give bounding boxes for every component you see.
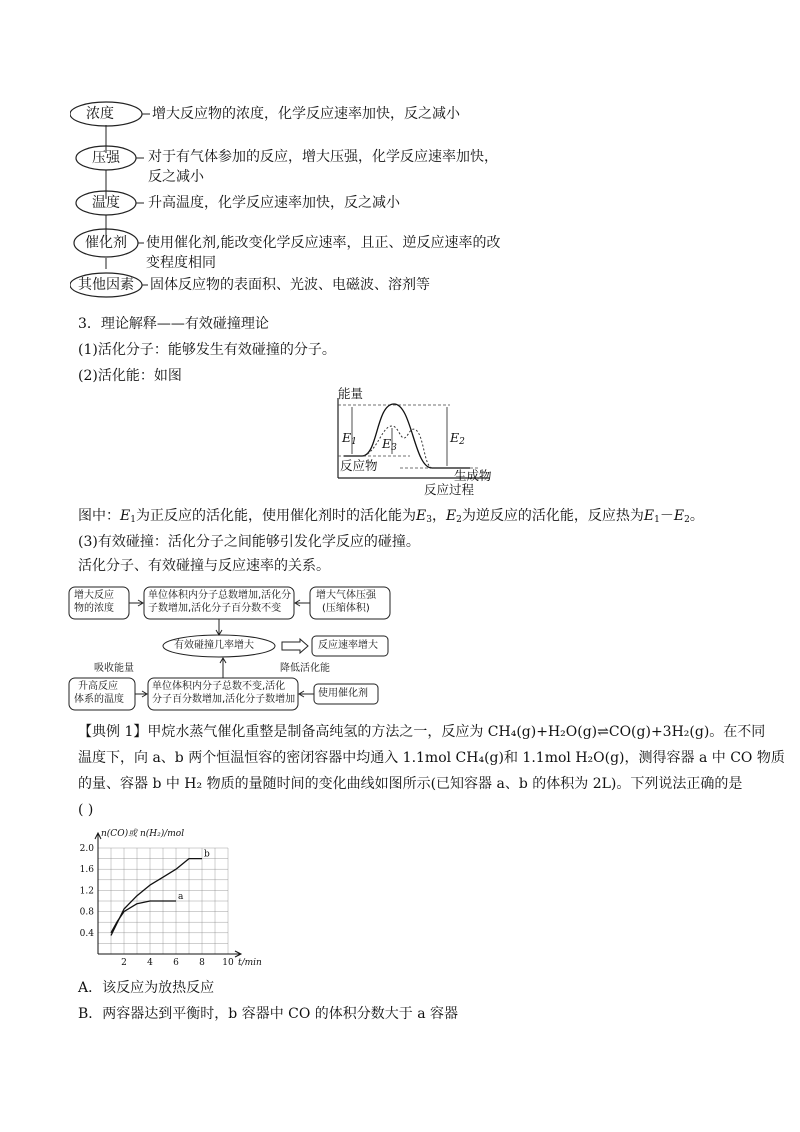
paragraph-effective-collision: (3)有效碰撞：活化分子之间能够引发化学反应的碰撞。 <box>78 534 420 550</box>
flow-text-pres-1: 增大气体压强 <box>316 590 376 601</box>
e3-letter: E <box>382 436 392 451</box>
x-tick-label: 2 <box>121 958 127 968</box>
example-line-1: 【典例 1】甲烷水蒸气催化重整是制备高纯氢的方法之一，反应为 CH₄(g)+H₂O(g)⇌CO(g)+3H₂(g)。在不同 <box>78 724 766 740</box>
series-label-b: b <box>204 849 210 860</box>
explanation-sentence <box>78 506 704 530</box>
x-tick-label: 10 <box>222 958 234 968</box>
series-label-a: a <box>178 892 184 902</box>
explanation-part-d: 为逆反应的活化能，反应热为 <box>461 508 644 524</box>
factor-text-catalyst-1: 使用催化剂,能改变化学反应速率，且正、逆反应速率的改 <box>146 235 501 251</box>
x-axis-title: t/min <box>238 958 262 968</box>
e3-label <box>382 434 397 458</box>
flow-text-temp-1: 升高反应 <box>78 681 118 692</box>
e2-ref-2: E <box>673 508 685 524</box>
e2-subscript: 2 <box>459 437 465 447</box>
y-tick-label: 0.8 <box>79 907 94 918</box>
e2-ref-sub: 2 <box>456 515 462 525</box>
chart-svg <box>68 826 268 972</box>
flow-text-temp-2: 体系的温度 <box>74 694 124 705</box>
collision-flow-diagram <box>68 584 398 714</box>
flow-label-lower: 降低活化能 <box>280 663 330 674</box>
section-heading: 3．理论解释——有效碰撞理论 <box>78 316 269 332</box>
e1-ref-2: E <box>643 508 655 524</box>
y-tick-label: 2.0 <box>79 844 94 854</box>
option-b[interactable]: B．两容器达到平衡时，b 容器中 CO 的体积分数大于 a 容器 <box>78 1006 459 1022</box>
series-line-b <box>111 859 202 936</box>
example-line-3: 的量、容器 b 中 H₂ 物质的量随时间的变化曲线如图所示(已知容器 a、b 的体积为 2L)。下列说法正确的是 <box>78 776 743 792</box>
e3-ref-sub: 3 <box>426 515 432 525</box>
factor-text-pressure-2: 反之减小 <box>148 169 204 185</box>
e2-ref: E <box>445 508 457 524</box>
factor-label-other: 其他因素 <box>78 277 134 293</box>
factor-label-pressure: 压强 <box>92 150 120 166</box>
reaction-process-label: 反应过程 <box>424 482 475 497</box>
reactant-label: 反应物 <box>340 458 378 473</box>
e2-label <box>450 428 465 452</box>
e1-ref: E <box>120 508 131 524</box>
x-tick-label: 8 <box>199 958 205 968</box>
explanation-part-a: 图中： <box>78 508 120 524</box>
explanation-part-c: ， <box>431 508 446 524</box>
flow-text-mid-2: 子数增加,活化分子百分数不变 <box>148 603 282 614</box>
factor-label-temperature: 温度 <box>92 195 120 211</box>
explanation-part-b: 为正反应的活化能，使用催化剂时的活化能为 <box>135 508 416 524</box>
factor-label-catalyst: 催化剂 <box>85 235 127 251</box>
example-line-4: ( ) <box>78 802 94 818</box>
double-arrow <box>282 639 308 653</box>
y-tick-label: 0.4 <box>79 928 94 939</box>
e1-letter: E <box>342 430 352 445</box>
factor-text-pressure-1: 对于有气体参加的反应，增大压强，化学反应速率加快， <box>148 149 498 165</box>
flow-text-conc-1: 增大反应 <box>74 590 114 601</box>
co-h2-chart <box>68 826 268 972</box>
product-label: 生成物 <box>454 468 492 483</box>
flow-text-low-1: 单位体积内分子总数不变,活化 <box>152 681 286 692</box>
e1-subscript: 1 <box>351 437 357 447</box>
e2-letter: E <box>450 430 460 445</box>
e1-ref-2-sub: 1 <box>654 515 660 525</box>
example-line-2: 温度下，向 a、b 两个恒温恒容的密闭容器中均通入 1.1mol CH₄(g)和 1.1mol H₂O(g)，测得容器 a 中 CO 物质 <box>78 750 785 766</box>
factor-text-concentration: 增大反应物的浓度，化学反应速率加快，反之减小 <box>152 106 460 122</box>
factor-text-temperature: 升高温度，化学反应速率加快，反之减小 <box>148 195 400 211</box>
flow-text-effective: 有效碰撞几率增大 <box>174 640 254 651</box>
factor-list <box>70 95 501 305</box>
e3-ref: E <box>415 508 427 524</box>
y-tick-label: 1.6 <box>79 865 94 876</box>
e1-label <box>342 428 357 452</box>
e3-subscript: 3 <box>391 443 397 453</box>
x-tick-label: 6 <box>173 958 179 968</box>
y-axis-title: n(CO)或 n(H₂)/mol <box>101 829 185 839</box>
flow-text-low-2: 分子百分数增加,活化分子数增加 <box>152 694 296 705</box>
paragraph-activation-energy: (2)活化能：如图 <box>78 368 182 384</box>
flow-text-conc-2: 物的浓度 <box>74 603 114 614</box>
explanation-part-f: 。 <box>689 508 704 524</box>
x-tick-label: 4 <box>147 958 153 968</box>
e2-ref-2-sub: 2 <box>684 515 690 525</box>
flow-text-catalyst: 使用催化剂 <box>318 688 368 699</box>
paragraph-activated-molecules: (1)活化分子：能够发生有效碰撞的分子。 <box>78 342 336 358</box>
explanation-part-e: － <box>659 508 674 524</box>
factor-text-other: 固体反应物的表面积、光波、电磁波、溶剂等 <box>150 277 430 293</box>
paragraph-relationship: 活化分子、有效碰撞与反应速率的关系。 <box>78 558 330 574</box>
flow-text-mid-1: 单位体积内分子总数增加,活化分 <box>148 590 292 601</box>
e1-ref-sub: 1 <box>130 515 136 525</box>
flow-text-rate: 反应速率增大 <box>318 640 378 651</box>
flow-label-absorb: 吸收能量 <box>94 663 134 674</box>
flow-text-pres-2: (压缩体积) <box>322 603 370 614</box>
energy-diagram <box>320 386 500 502</box>
energy-axis-label: 能量 <box>338 386 364 401</box>
option-a[interactable]: A．该反应为放热反应 <box>78 980 215 996</box>
factor-text-catalyst-2: 变程度相同 <box>146 255 216 271</box>
factor-label-concentration: 浓度 <box>86 106 114 122</box>
y-tick-label: 1.2 <box>79 886 94 897</box>
